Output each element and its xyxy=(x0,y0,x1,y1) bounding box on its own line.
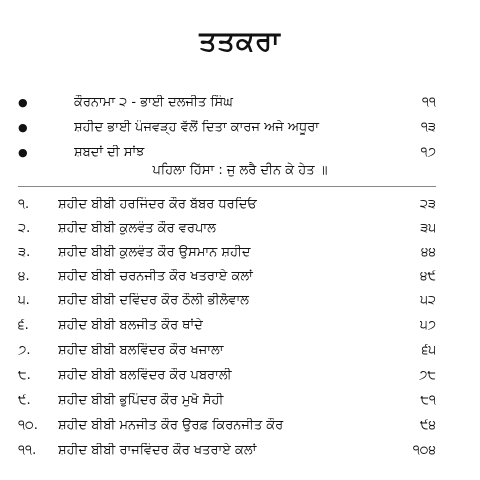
toc-entry-number: ੧੦. xyxy=(18,418,38,433)
toc-page-number: ੯੪ xyxy=(419,418,436,433)
toc-label: ਸ਼ਹੀਦ ਬੀਬੀ ਬਲਵਿੰਦਰ ਕੌਰ ਪਬਰਾਲੀ xyxy=(58,368,232,383)
toc-label: ਕੌਰਨਾਮਾ ੨ - ਭਾਈ ਦਲਜੀਤ ਸਿੰਘ xyxy=(74,95,233,110)
toc-label: ਸ਼ਹੀਦ ਬੀਬੀ ਦਵਿੰਦਰ ਕੌਰ ਠੌਲੀ ਭੀਲੋਵਾਲ xyxy=(58,293,249,308)
toc-page-number: ੮੧ xyxy=(420,393,436,408)
toc-entry xyxy=(18,418,436,433)
toc-page-number: ੧੭ xyxy=(420,145,436,160)
toc-page-number: ੫੭ xyxy=(419,318,436,333)
toc-entry-number: ੫. xyxy=(18,293,30,308)
toc-label: ਸ਼ਹੀਦ ਬੀਬੀ ਕੁਲਵੰਤ ਕੌਰ ਵਰਪਾਲ xyxy=(58,221,216,236)
toc-label: ਸ਼ਹੀਦ ਬੀਬੀ ਕੁਲਵੰਤ ਕੌਰ ਉਸਮਾਨ ਸ਼ਹੀਦ xyxy=(58,245,251,260)
toc-intro-item xyxy=(18,95,436,110)
toc-page-number: ੩੫ xyxy=(420,221,436,236)
toc-entry-number: ੮. xyxy=(18,368,31,383)
toc-entry xyxy=(18,343,436,358)
toc-entry xyxy=(18,245,436,260)
toc-page-number: ੨੩ xyxy=(419,197,436,212)
toc-entry-number: ੯. xyxy=(18,393,31,408)
toc-entry xyxy=(18,221,436,236)
bullet-icon: ● xyxy=(18,96,28,109)
toc-entry xyxy=(18,269,436,284)
toc-entry-number: ੬. xyxy=(18,318,29,333)
toc-label: ਸ਼ਹੀਦ ਬੀਬੀ ਬਲਵਿੰਦਰ ਕੌਰ ਖਜਾਲਾ xyxy=(58,343,224,358)
toc-entry xyxy=(18,293,436,308)
toc-entry xyxy=(18,197,436,212)
toc-label: ਸ਼ਹੀਦ ਭਾਈ ਪੰਜਵੜ੍ਹ ਵੱਲੋਂ ਦਿਤਾ ਕਾਰਜ ਅਜੇ ਅਧੂਰਾ xyxy=(74,120,320,135)
toc-label: ਸ਼ਹੀਦ ਬੀਬੀ ਬਲਜੀਤ ਕੌਰ ਥਾਂਦੇ xyxy=(58,318,203,333)
toc-label: ਸ਼ਹੀਦ ਬੀਬੀ ਮਨਜੀਤ ਕੌਰ ਉਰਫ਼ ਕਿਰਨਜੀਤ ਕੌਰ xyxy=(58,418,284,433)
toc-entry-number: ੩. xyxy=(18,245,31,260)
toc-entry-number: ੨. xyxy=(18,221,31,236)
toc-page-number: ੫੨ xyxy=(420,293,436,308)
toc-entry xyxy=(18,318,436,333)
toc-entry-number: ੪. xyxy=(18,269,30,284)
toc-page-number: ੧੦੪ xyxy=(412,443,436,458)
toc-page-number: ੪੪ xyxy=(421,245,436,260)
toc-entry xyxy=(18,443,436,458)
toc-label: ਸ਼ਹੀਦ ਬੀਬੀ ਭੁਪਿੰਦਰ ਕੌਰ ਮੁਖੋ ਸੋਹੀ xyxy=(58,393,224,408)
toc-label: ਸ਼ਹੀਦ ਬੀਬੀ ਰਾਜਵਿੰਦਰ ਕੌਰ ਖਤਰਾਏ ਕਲਾਂ xyxy=(58,443,257,458)
bullet-icon: ● xyxy=(18,121,28,134)
toc-intro-item xyxy=(18,145,436,160)
toc-entry-number: ੧. xyxy=(18,197,30,212)
page-title: ਤਤਕਰਾ xyxy=(199,26,281,57)
toc-page-number: ੬੫ xyxy=(421,343,436,358)
toc-label: ਸ਼ਹੀਦ ਬੀਬੀ ਚਰਨਜੀਤ ਕੌਰ ਖਤਰਾਏ ਕਲਾਂ xyxy=(58,269,253,284)
toc-page-number: ੪੯ xyxy=(419,269,436,284)
toc-page-number: ੭੮ xyxy=(419,368,436,383)
toc-intro-item xyxy=(18,120,436,135)
toc-entry-number: ੭. xyxy=(18,343,31,358)
toc-page-number: ੧੧ xyxy=(421,95,436,110)
toc-label: ਸ਼ਹੀਦ ਬੀਬੀ ਹਰਜਿੰਦਰ ਕੌਰ ਬੱਬਰ ਧਰਦਿਓ xyxy=(58,197,257,212)
section-title: ਪਹਿਲਾ ਹਿੱਸਾ : ਜੁ ਲਰੈ ਦੀਨ ਕੇ ਹੇਤ ॥ xyxy=(152,163,328,178)
toc-entry xyxy=(18,368,436,383)
toc-page-number: ੧੩ xyxy=(420,120,436,135)
toc-label: ਸ਼ਬਦਾਂ ਦੀ ਸਾਂਝ xyxy=(74,145,145,160)
toc-entry xyxy=(18,393,436,408)
toc-entry-number: ੧੧. xyxy=(18,443,37,458)
section-divider xyxy=(18,186,436,187)
bullet-icon: ● xyxy=(18,146,28,159)
